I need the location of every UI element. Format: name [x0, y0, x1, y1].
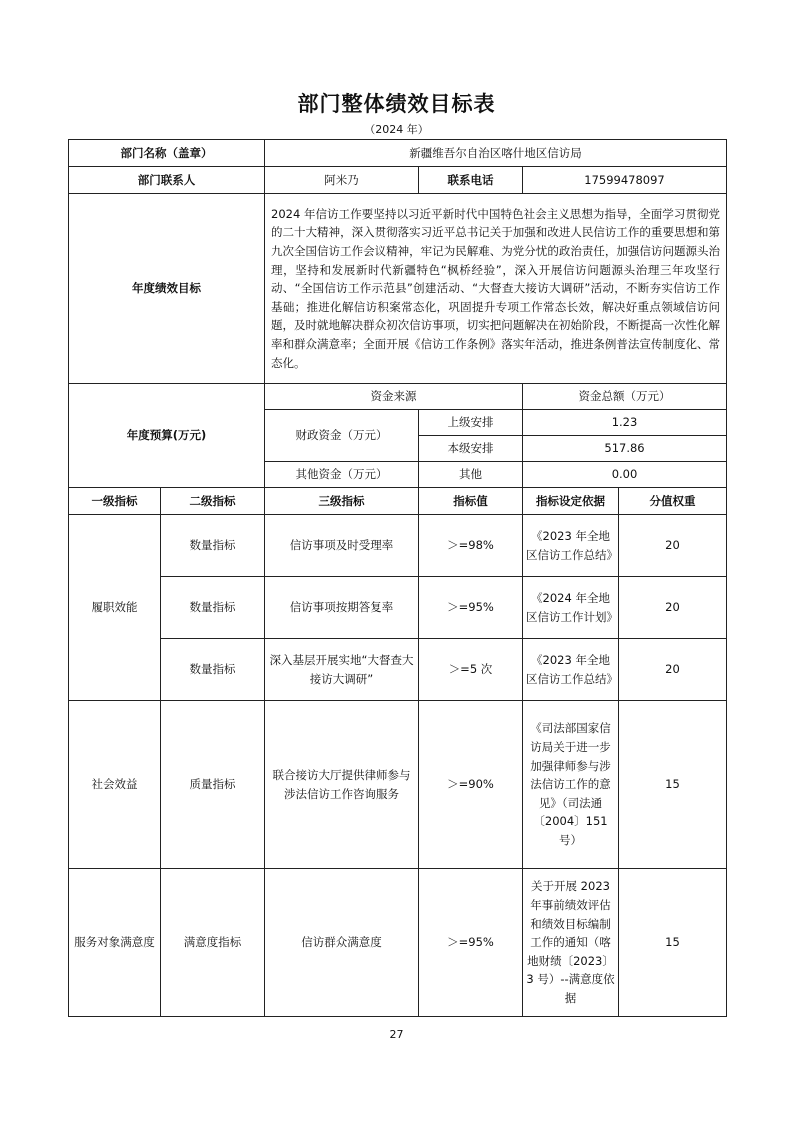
contact-label: 部门联系人: [69, 167, 265, 194]
page-title: 部门整体绩效目标表: [297, 92, 496, 116]
header-weight: 分值权重: [619, 488, 727, 515]
level3-cell: 信访事项按期答复率: [265, 577, 419, 639]
budget-total-header: 资金总额（万元）: [523, 384, 727, 410]
value-cell: ＞=90%: [419, 701, 523, 869]
page-number: 27: [389, 1028, 404, 1041]
local-allocation-value: 517.86: [523, 436, 727, 462]
basis-cell: 《司法部国家信访局关于进一步加强律师参与涉法信访工作的意见》（司法通〔2004〕151 号）: [523, 701, 619, 869]
level2-cell: 数量指标: [161, 639, 265, 701]
performance-table: [68, 139, 727, 1017]
header-level3: 三级指标: [265, 488, 419, 515]
year-label: （2024 年）: [364, 123, 429, 136]
level2-cell: 数量指标: [161, 577, 265, 639]
weight-cell: 20: [619, 577, 727, 639]
basis-cell: 《2024 年全地区信访工作计划》: [523, 577, 619, 639]
dept-name-label: 部门名称（盖章）: [69, 140, 265, 167]
local-allocation-label: 本级安排: [419, 436, 523, 462]
other-funds-value: 0.00: [523, 462, 727, 488]
value-cell: ＞=5 次: [419, 639, 523, 701]
weight-cell: 20: [619, 515, 727, 577]
header-basis: 指标设定依据: [523, 488, 619, 515]
level2-cell: 质量指标: [161, 701, 265, 869]
table-row: [69, 577, 727, 639]
goal-text: 2024 年信访工作要坚持以习近平新时代中国特色社会主义思想为指导，全面学习贯彻党的二十大精神，深入贯彻落实习近平总书记关于加强和改进人民信访工作的重要思想和第九次全国信访工作会议精神，牢记为民解难、为党分忧的政治责任，加强信访问题源头治理，坚持和发展新时代新疆特色“枫桥经验”，深入开展信访问题源头治理三年攻坚行动、“全国信访工作示范县”创建活动、“大督查大接访大调研”活动，不断夯实信访工作基础；推进化解信访积案常态化，巩固提升专项工作常态长效，解决好重点领域信访问题，及时就地解决群众初次信访事项，切实把问题解决在初始阶段，不断提高一次性化解率和群众满意率；全面开展《信访工作条例》落实年活动，推进条例普法宣传制度化、常态化。: [265, 194, 727, 384]
level1-cell: 履职效能: [69, 515, 161, 701]
table-row: [69, 869, 727, 1017]
phone-value: 17599478097: [523, 167, 727, 194]
upper-allocation-value: 1.23: [523, 410, 727, 436]
level3-cell: 信访事项及时受理率: [265, 515, 419, 577]
level3-cell: 联合接访大厅提供律师参与涉法信访工作咨询服务: [265, 701, 419, 869]
weight-cell: 20: [619, 639, 727, 701]
other-funds-sub: 其他: [419, 462, 523, 488]
level3-cell: 深入基层开展实地“大督查大接访大调研”: [265, 639, 419, 701]
table-row: [69, 701, 727, 869]
fiscal-funds-label: 财政资金（万元）: [265, 410, 419, 462]
table-row: [69, 515, 727, 577]
basis-cell: 《2023 年全地区信访工作总结》: [523, 515, 619, 577]
header-level2: 二级指标: [161, 488, 265, 515]
contact-value: 阿米乃: [265, 167, 419, 194]
weight-cell: 15: [619, 869, 727, 1017]
value-cell: ＞=98%: [419, 515, 523, 577]
weight-cell: 15: [619, 701, 727, 869]
goal-label: 年度绩效目标: [69, 194, 265, 384]
header-level1: 一级指标: [69, 488, 161, 515]
budget-label: 年度预算(万元): [69, 384, 265, 488]
basis-cell: 《2023 年全地区信访工作总结》: [523, 639, 619, 701]
dept-name-value: 新疆维吾尔自治区喀什地区信访局: [265, 140, 727, 167]
header-value: 指标值: [419, 488, 523, 515]
level2-cell: 满意度指标: [161, 869, 265, 1017]
level3-cell: 信访群众满意度: [265, 869, 419, 1017]
level1-cell: 社会效益: [69, 701, 161, 869]
phone-label: 联系电话: [419, 167, 523, 194]
level1-cell: 服务对象满意度: [69, 869, 161, 1017]
level2-cell: 数量指标: [161, 515, 265, 577]
table-row: [69, 639, 727, 701]
upper-allocation-label: 上级安排: [419, 410, 523, 436]
budget-source-header: 资金来源: [265, 384, 523, 410]
other-funds-label: 其他资金（万元）: [265, 462, 419, 488]
basis-cell: 关于开展 2023 年事前绩效评估和绩效目标编制工作的通知（喀地财绩〔2023〕3 号）--满意度依据: [523, 869, 619, 1017]
value-cell: ＞=95%: [419, 869, 523, 1017]
value-cell: ＞=95%: [419, 577, 523, 639]
